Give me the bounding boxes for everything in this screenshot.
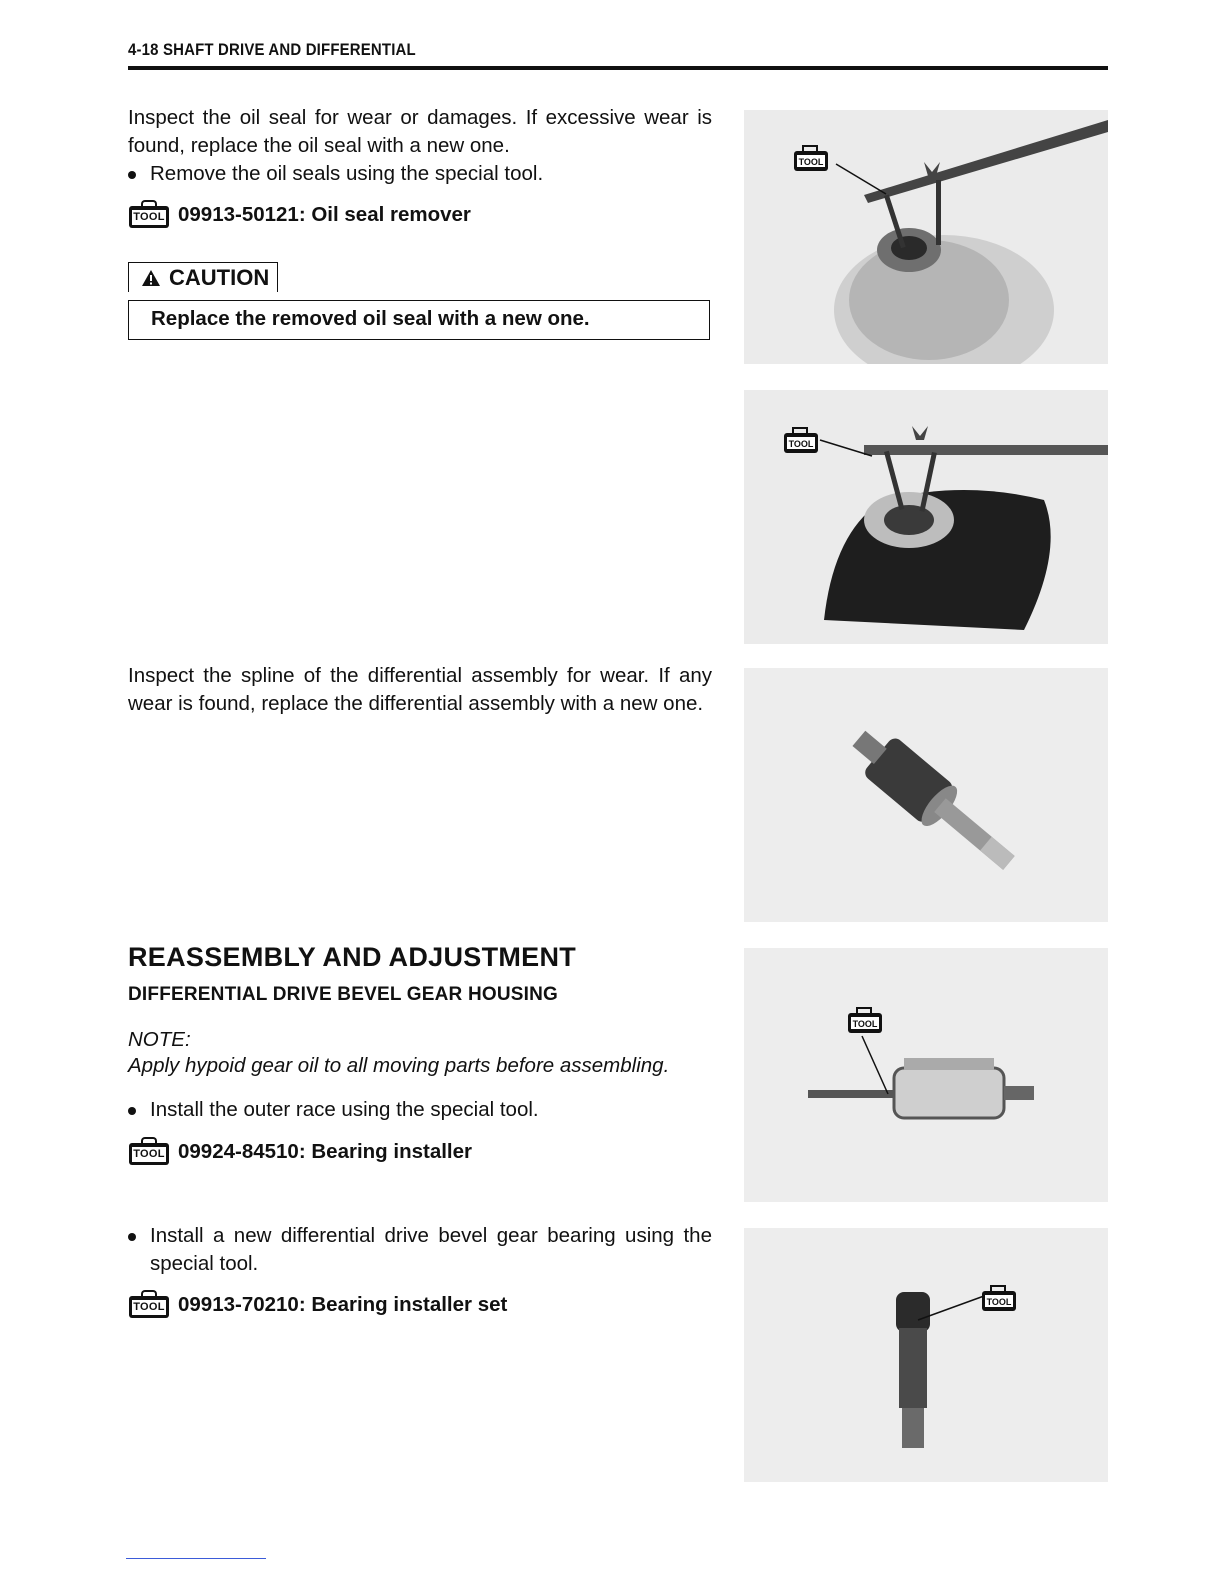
photo-oil-seal-remover-2 bbox=[744, 390, 1108, 644]
footer-rule bbox=[126, 1558, 266, 1559]
tool-spec: 09913-70210: Bearing installer set bbox=[178, 1293, 508, 1316]
spline-inspect-text: Inspect the spline of the differential assembly for wear. If any wear is found, replace the differential assembly with a new one. bbox=[128, 664, 712, 715]
bullet-dot bbox=[128, 1233, 136, 1241]
photo-bearing-installer-set bbox=[744, 1228, 1108, 1482]
warning-triangle-icon bbox=[141, 269, 161, 287]
bullet-install-bevel-gear-bearing bbox=[128, 1222, 712, 1278]
note-label: NOTE: bbox=[128, 1028, 191, 1051]
photo-oil-seal-remover-1 bbox=[744, 110, 1108, 364]
photo-differential-spline bbox=[744, 668, 1108, 922]
caution-box: Replace the removed oil seal with a new one. bbox=[128, 300, 710, 340]
photo-tool-label: TOOL bbox=[852, 1019, 878, 1029]
header-rule bbox=[128, 66, 1108, 70]
photo-bearing-installer bbox=[744, 948, 1108, 1202]
tool-icon: TOOL bbox=[128, 1290, 170, 1320]
tool-spec: 09924-84510: Bearing installer bbox=[178, 1140, 472, 1163]
bullet-remove-oil-seals bbox=[128, 160, 712, 188]
section-heading: REASSEMBLY AND ADJUSTMENT bbox=[128, 942, 577, 972]
page-header: 4-18 SHAFT DRIVE AND DIFFERENTIAL bbox=[128, 40, 416, 59]
bullet-install-outer-race bbox=[128, 1096, 712, 1124]
oil-seal-inspect-text: Inspect the oil seal for wear or damages. If excessive wear is found, replace the oil seal with a new one. bbox=[128, 106, 712, 157]
tool-icon: TOOL bbox=[128, 1137, 170, 1167]
caution-heading bbox=[128, 262, 278, 292]
tool-line-bearing-installer-set bbox=[128, 1290, 507, 1320]
bullet-dot bbox=[128, 171, 136, 179]
caution-label: CAUTION bbox=[169, 264, 270, 290]
bullet-text: Install a new differential drive bevel gear bearing using the special tool. bbox=[150, 1224, 712, 1275]
bullet-text: Install the outer race using the special tool. bbox=[150, 1098, 539, 1121]
bullet-dot bbox=[128, 1107, 136, 1115]
note-text: Apply hypoid gear oil to all moving parts before assembling. bbox=[128, 1054, 670, 1077]
bullet-text: Remove the oil seals using the special tool. bbox=[150, 162, 544, 185]
tool-line-bearing-installer bbox=[128, 1137, 472, 1167]
section-subheading: DIFFERENTIAL DRIVE BEVEL GEAR HOUSING bbox=[128, 984, 559, 1005]
photo-tool-label: TOOL bbox=[986, 1297, 1012, 1307]
photo-tool-label: TOOL bbox=[788, 439, 814, 449]
tool-icon: TOOL bbox=[128, 200, 170, 230]
tool-line-oil-seal-remover bbox=[128, 200, 471, 230]
tool-spec: 09913-50121: Oil seal remover bbox=[178, 203, 471, 226]
photo-tool-label: TOOL bbox=[798, 157, 824, 167]
